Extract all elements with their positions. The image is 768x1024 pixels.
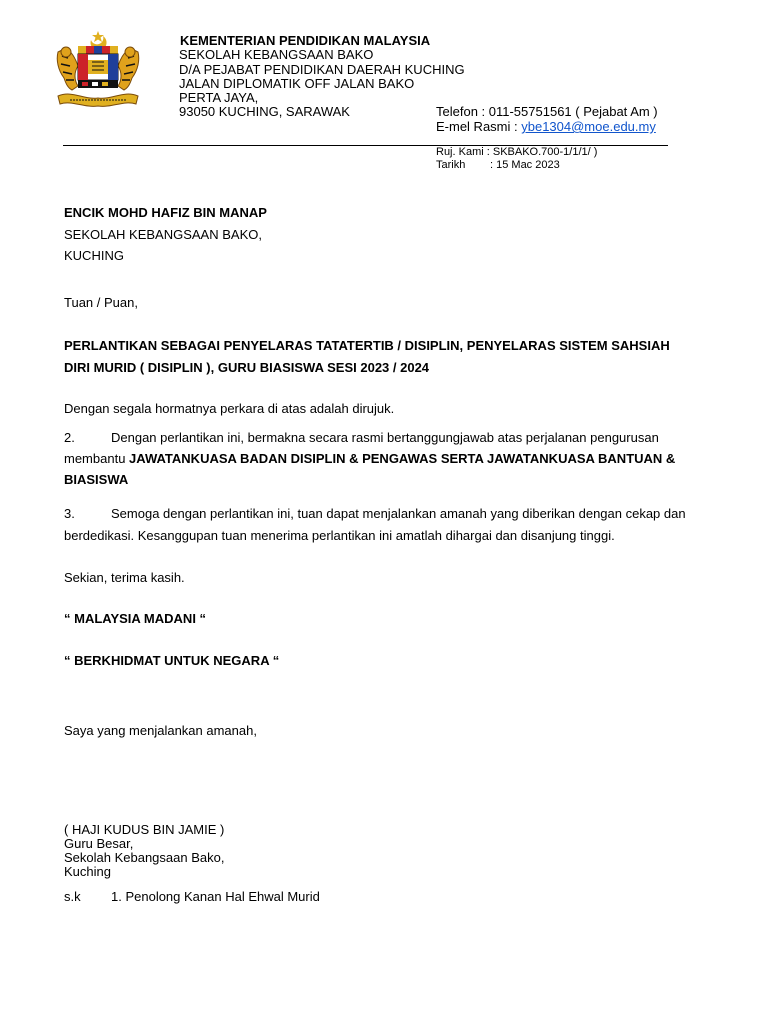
signoff: Saya yang menjalankan amanah, — [64, 723, 257, 738]
paragraph-2-number: 2. — [64, 430, 75, 445]
slogan: “ MALAYSIA MADANI “ — [64, 611, 207, 626]
salutation: Tuan / Puan, — [64, 295, 138, 310]
letter-date — [436, 159, 560, 172]
subject-line: PERLANTIKAN SEBAGAI PENYELARAS TATATERTIB / DISIPLIN, PENYELARAS SISTEM SAHSIAH — [64, 338, 670, 353]
slogan: “ BERKHIDMAT UNTUK NEGARA “ — [64, 653, 280, 668]
paragraph-3-number: 3. — [64, 506, 75, 521]
cc-label: s.k — [64, 889, 81, 904]
paragraph-1: Dengan segala hormatnya perkara di atas adalah dirujuk. — [64, 401, 395, 416]
tarikh-label: Tarikh — [436, 159, 466, 171]
signatory-title: Guru Besar, — [64, 836, 134, 851]
email-label: E-mel Rasmi : — [436, 119, 522, 134]
address-line: D/A PEJABAT PENDIDIKAN DAERAH KUCHING — [179, 62, 465, 77]
cc-item: 1. Penolong Kanan Hal Ehwal Murid — [111, 889, 320, 904]
email-link[interactable]: ybe1304@moe.edu.my — [521, 119, 656, 134]
tarikh-value: : 15 Mac 2023 — [490, 159, 560, 171]
closing: Sekian, terima kasih. — [64, 570, 185, 585]
signatory-name: ( HAJI KUDUS BIN JAMIE ) — [64, 822, 225, 837]
ministry-name: KEMENTERIAN PENDIDIKAN MALAYSIA — [180, 33, 431, 48]
telephone: Telefon : 011-55751561 ( Pejabat Am ) — [436, 104, 658, 119]
recipient-name: ENCIK MOHD HAFIZ BIN MANAP — [64, 205, 267, 220]
signatory-city: Kuching — [64, 864, 111, 879]
paragraph-2-line: Dengan perlantikan ini, bermakna secara rasmi bertanggungjawab atas perjalanan pengurusan — [111, 430, 659, 445]
email-line — [436, 119, 656, 134]
school-name: SEKOLAH KEBANGSAAN BAKO — [179, 47, 374, 62]
reference-number — [436, 146, 597, 159]
recipient-school: SEKOLAH KEBANGSAAN BAKO, — [64, 227, 262, 242]
ruj-label: Ruj. Kami — [436, 146, 484, 158]
paragraph-2-line — [64, 448, 675, 470]
address-line: PERTA JAYA, — [179, 90, 259, 105]
paragraph-3-line: Semoga dengan perlantikan ini, tuan dapat menjalankan amanah yang diberikan dengan cekap dan — [111, 506, 686, 521]
signatory-school: Sekolah Kebangsaan Bako, — [64, 850, 225, 865]
committee-name: JAWATANKUASA BADAN DISIPLIN & PENGAWAS SERTA JAWATANKUASA BANTUAN & — [129, 451, 676, 466]
address-line: 93050 KUCHING, SARAWAK — [179, 104, 350, 119]
coat-of-arms-icon — [52, 30, 144, 110]
paragraph-2-prefix: membantu — [64, 451, 130, 466]
address-line: JALAN DIPLOMATIK OFF JALAN BAKO — [179, 76, 415, 91]
ruj-value: : SKBAKO.700-1/1/1/ ) — [486, 146, 598, 158]
committee-name-cont: BIASISWA — [64, 472, 129, 487]
paragraph-3-line: berdedikasi. Kesanggupan tuan menerima perlantikan ini amatlah dihargai dan disanjung tinggi. — [64, 528, 615, 543]
subject-line: DIRI MURID ( DISIPLIN ), GURU BIASISWA SESI 2023 / 2024 — [64, 360, 430, 375]
recipient-city: KUCHING — [64, 248, 124, 263]
